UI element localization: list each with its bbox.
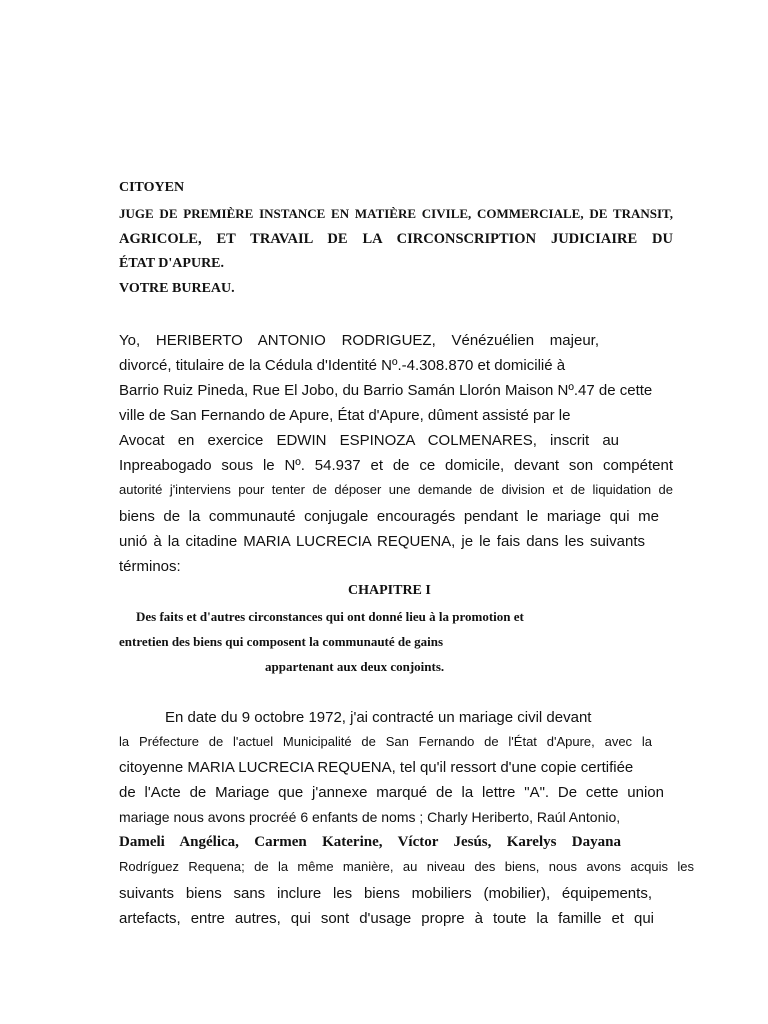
- body-line: la Préfecture de l'actuel Municipalité de San Fernando de l'État d'Apure, avec la: [119, 734, 652, 749]
- addressee-line-2: JUGE DE PREMIÈRE INSTANCE EN MATIÈRE CIVILE, COMMERCIALE, DE TRANSIT,: [119, 206, 673, 221]
- body-line: suivants biens sans inclure les biens mobiliers (mobilier), équipements,: [119, 885, 652, 902]
- intro-line: autorité j'interviens pour tenter de déposer une demande de division et de liquidation de: [119, 482, 673, 497]
- body-line: artefacts, entre autres, qui sont d'usage propre à toute la famille et qui: [119, 910, 654, 927]
- body-line: Dameli Angélica, Carmen Katerine, Víctor Jesús, Karelys Dayana: [119, 834, 621, 850]
- intro-line: unió à la citadine MARIA LUCRECIA REQUENA, je le fais dans les suivants: [119, 533, 645, 550]
- addressee-line-5: VOTRE BUREAU.: [119, 281, 235, 296]
- intro-line: divorcé, titulaire de la Cédula d'Identité Nº.-4.308.870 et domicilié à: [119, 357, 566, 374]
- intro-line: biens de la communauté conjugale encouragés pendant le mariage qui me: [119, 508, 659, 525]
- intro-line: Inpreabogado sous le Nº. 54.937 et de ce domicile, devant son compétent: [119, 457, 673, 474]
- intro-line: Avocat en exercice EDWIN ESPINOZA COLMENARES, inscrit au: [119, 432, 619, 449]
- body-line: Rodríguez Requena; de la même manière, au niveau des biens, nous avons acquis les: [119, 859, 694, 874]
- intro-line: ville de San Fernando de Apure, État d'Apure, dûment assisté par le: [119, 407, 571, 424]
- addressee-title: CITOYEN: [119, 180, 185, 195]
- intro-line: Yo, HERIBERTO ANTONIO RODRIGUEZ, Vénézuélien majeur,: [119, 332, 599, 349]
- body-line: citoyenne MARIA LUCRECIA REQUENA, tel qu'il ressort d'une copie certifiée: [119, 759, 634, 776]
- addressee-line-4: ÉTAT D'APURE.: [119, 256, 225, 271]
- intro-line: términos:: [119, 558, 181, 575]
- body-line: de l'Acte de Mariage que j'annexe marqué de la lettre "A". De cette union: [119, 784, 664, 801]
- chapter-title: CHAPITRE I: [348, 583, 431, 598]
- body-line: mariage nous avons procréé 6 enfants de noms ; Charly Heriberto, Raúl Antonio,: [119, 809, 621, 825]
- chapter-subtitle-line: appartenant aux deux conjoints.: [265, 659, 445, 674]
- addressee-line-3: AGRICOLE, ET TRAVAIL DE LA CIRCONSCRIPTION JUDICIAIRE DU: [119, 231, 673, 247]
- intro-line: Barrio Ruiz Pineda, Rue El Jobo, du Barrio Samán Llorón Maison Nº.47 de cette: [119, 382, 653, 399]
- body-line: En date du 9 octobre 1972, j'ai contracté un mariage civil devant: [165, 709, 592, 726]
- chapter-subtitle-line: Des faits et d'autres circonstances qui ont donné lieu à la promotion et: [136, 609, 524, 624]
- chapter-subtitle-line: entretien des biens qui composent la communauté de gains: [119, 634, 444, 649]
